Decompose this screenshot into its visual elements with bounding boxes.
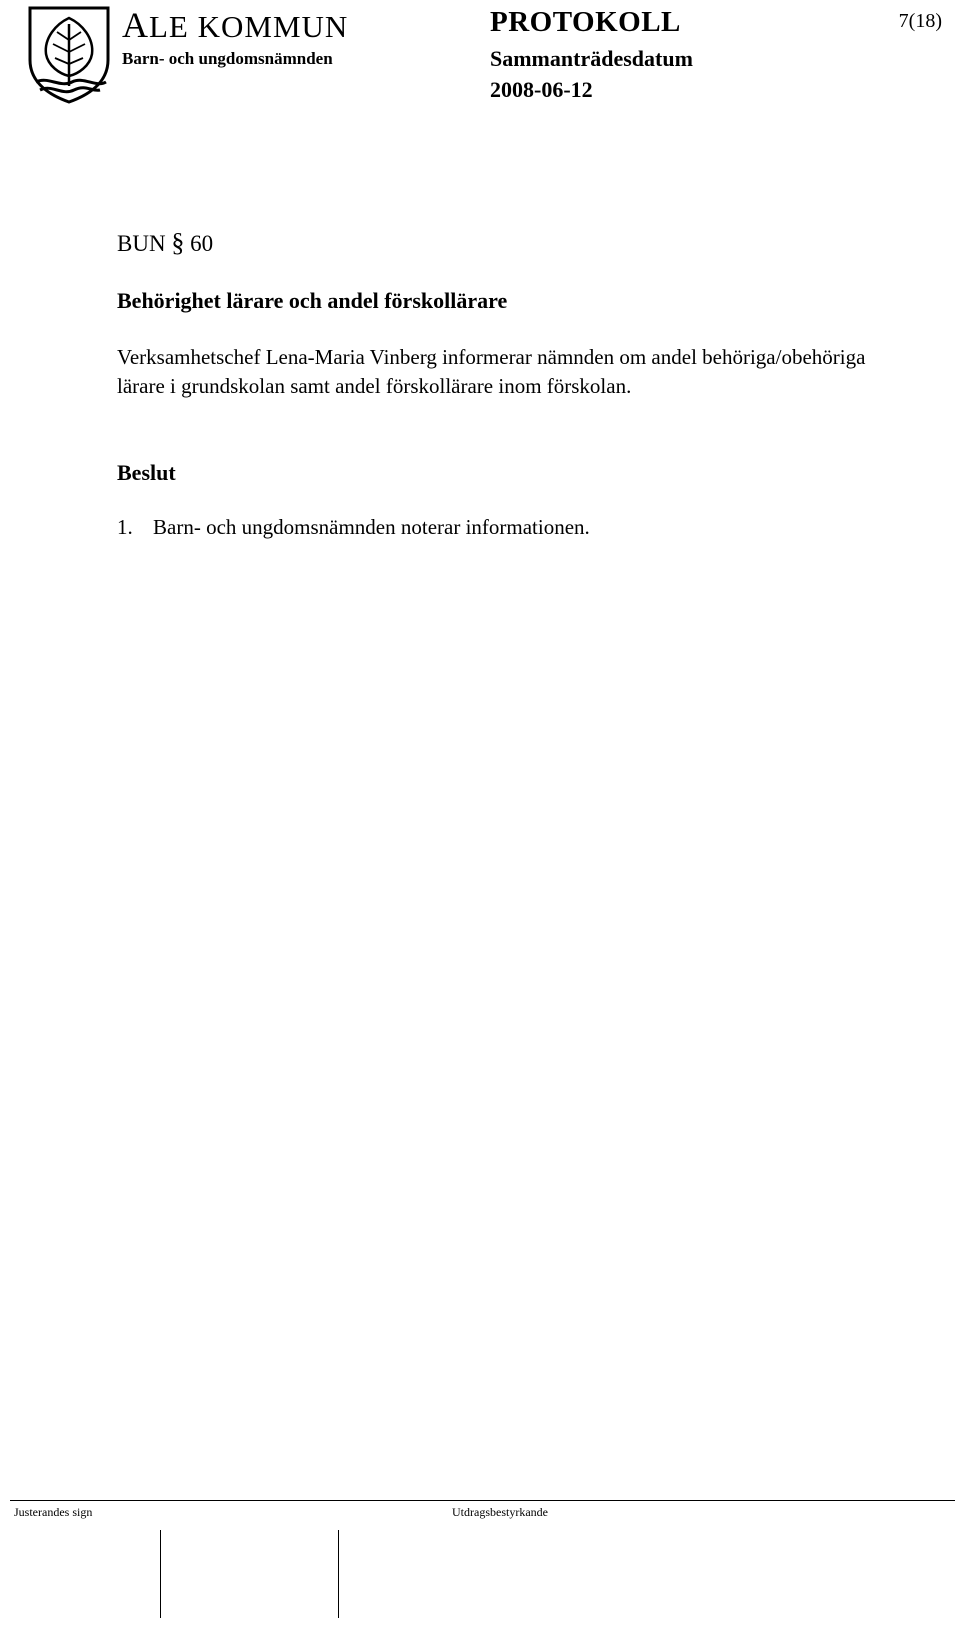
section-number: 60 xyxy=(190,231,214,256)
meeting-date: 2008-06-12 xyxy=(490,77,593,102)
organization-name-rest: LE KOMMUN xyxy=(149,9,349,44)
page-number: 7(18) xyxy=(898,10,942,32)
footer-signature-label: Justerandes sign xyxy=(14,1505,93,1519)
decision-number: 1. xyxy=(117,515,133,539)
item-body-text: Verksamhetschef Lena-Maria Vinberg informerar nämnden om andel behöriga/obehöriga lärare i grundskolan samt andel förskollärare inom förskolan. xyxy=(117,345,866,398)
coat-of-arms-logo-icon xyxy=(26,4,112,104)
footer-extract-certification-label: Utdragsbestyrkande xyxy=(452,1505,548,1519)
section-symbol: § xyxy=(171,228,185,257)
decision-heading: Beslut xyxy=(117,460,176,485)
decision-item xyxy=(117,515,590,540)
section-prefix: BUN xyxy=(117,231,166,256)
item-title: Behörighet lärare och andel förskollärare xyxy=(117,288,508,313)
signature-box-divider xyxy=(160,1530,161,1618)
footer-divider xyxy=(10,1500,955,1501)
document-type: PROTOKOLL xyxy=(490,6,681,38)
committee-name: Barn- och ungdomsnämnden xyxy=(122,49,333,68)
signature-box-divider xyxy=(338,1530,339,1618)
meeting-date-label: Sammanträdesdatum xyxy=(490,46,693,71)
organization-name xyxy=(122,4,348,46)
decision-text: Barn- och ungdomsnämnden noterar informationen. xyxy=(153,515,590,539)
organization-name-initial: A xyxy=(122,5,149,45)
section-reference xyxy=(117,228,213,258)
